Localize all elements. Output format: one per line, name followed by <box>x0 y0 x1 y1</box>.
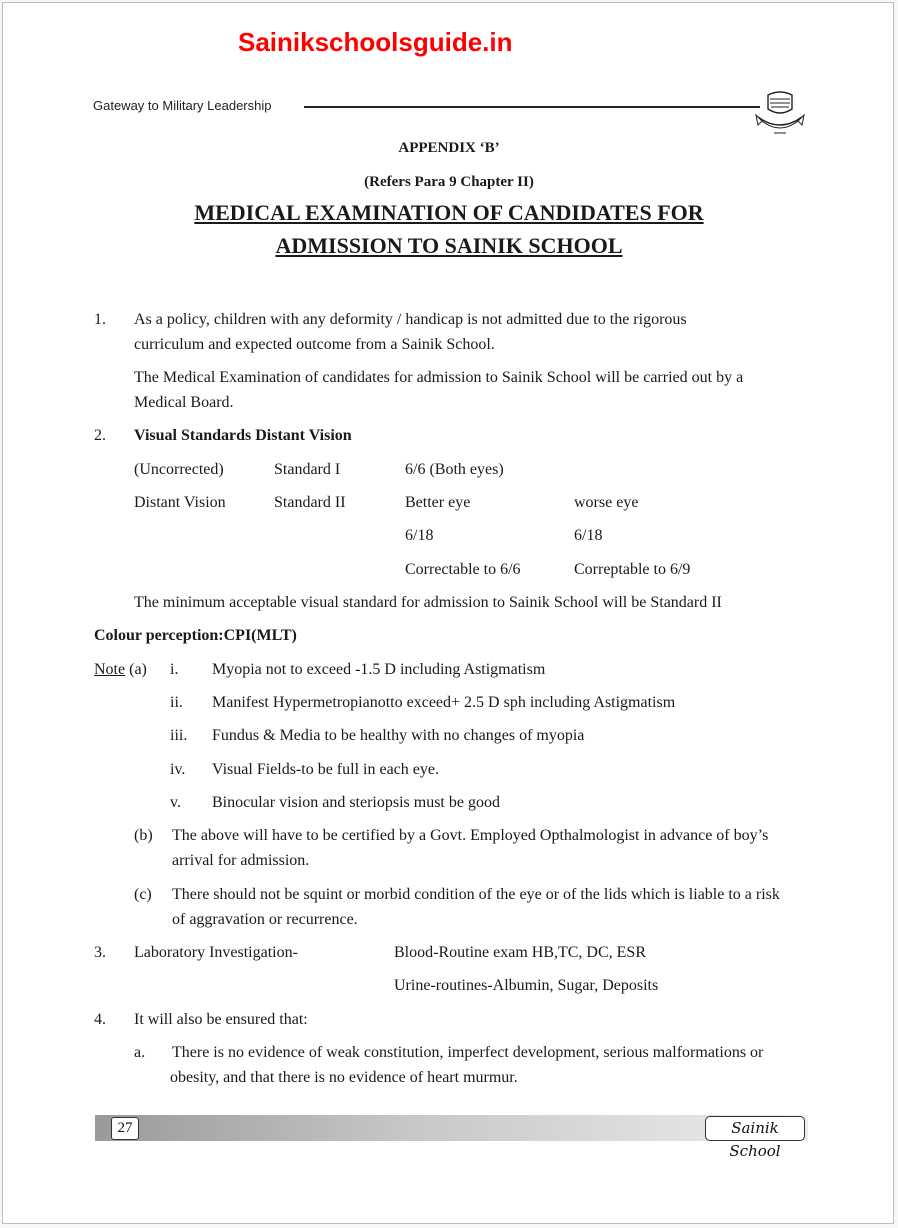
para-1-line-1: As a policy, children with any deformity / handicap is not admitted due to the rigorous <box>134 311 687 328</box>
note-item-number: i. <box>170 661 179 678</box>
reference-subheading: (Refers Para 9 Chapter II) <box>364 174 534 190</box>
school-crest-icon <box>754 87 806 139</box>
note-c-line-1: There should not be squint or morbid condition of the eye or of the lids which is liable to a risk <box>172 886 780 903</box>
header-tagline: Gateway to Military Leadership <box>93 98 272 113</box>
para-4-number: 4. <box>94 1011 106 1028</box>
better-eye-corrected: Correctable to 6/6 <box>405 561 521 578</box>
note-b-line-2: arrival for admission. <box>172 852 310 869</box>
note-c-label: (c) <box>134 886 152 903</box>
note-item-number: v. <box>170 794 181 811</box>
footer-bar <box>95 1115 808 1141</box>
para-1-line-3: The Medical Examination of candidates for admission to Sainik School will be carried out by a <box>134 369 744 386</box>
lab-investigation-label: Laboratory Investigation- <box>134 944 298 961</box>
lab-urine-test: Urine-routines-Albumin, Sugar, Deposits <box>394 977 659 994</box>
vision-row-1-label: (Uncorrected) <box>134 461 224 478</box>
visual-standards-heading: Visual Standards Distant Vision <box>134 427 352 444</box>
para-4-text: It will also be ensured that: <box>134 1011 308 1028</box>
note-label-row <box>94 661 147 679</box>
worse-eye-header: worse eye <box>574 494 639 511</box>
para-4a-line-1: There is no evidence of weak constitution, imperfect development, serious malformations or <box>172 1044 764 1061</box>
note-b-label: (b) <box>134 827 153 844</box>
note-c-line-2: of aggravation or recurrence. <box>172 911 358 928</box>
note-b-line-1: The above will have to be certified by a Govt. Employed Opthalmologist in advance of boy’s <box>172 827 769 844</box>
para-4a-line-2: obesity, and that there is no evidence of heart murmur. <box>170 1069 518 1086</box>
appendix-heading: APPENDIX ‘B’ <box>398 140 500 156</box>
watermark-text: Sainikschoolsguide.in <box>238 27 513 57</box>
note-item-text: Myopia not to exceed -1.5 D including Astigmatism <box>212 661 546 678</box>
note-item-text: Visual Fields-to be full in each eye. <box>212 761 439 778</box>
colour-perception-heading: Colour perception:CPI(MLT) <box>94 627 297 644</box>
vision-row-1-standard: Standard I <box>274 461 341 478</box>
vision-row-1-value: 6/6 (Both eyes) <box>405 461 504 478</box>
note-item-number: ii. <box>170 694 183 711</box>
document-title-line-1: MEDICAL EXAMINATION OF CANDIDATES FOR <box>194 200 704 225</box>
note-a-label: (a) <box>129 661 147 678</box>
better-eye-uncorrected: 6/18 <box>405 527 434 544</box>
visual-standard-summary: The minimum acceptable visual standard for admission to Sainik School will be Standard II <box>134 594 722 611</box>
document-title-line-2: ADMISSION TO SAINIK SCHOOL <box>275 233 623 258</box>
lab-blood-test: Blood-Routine exam HB,TC, DC, ESR <box>394 944 646 961</box>
para-2-number: 2. <box>94 427 106 444</box>
note-item-number: iii. <box>170 727 188 744</box>
better-eye-header: Better eye <box>405 494 471 511</box>
worse-eye-uncorrected: 6/18 <box>574 527 603 544</box>
vision-row-2-label: Distant Vision <box>134 494 226 511</box>
page-number: 27 <box>111 1117 139 1140</box>
para-3-number: 3. <box>94 944 106 961</box>
para-1-line-2: curriculum and expected outcome from a Sainik School. <box>134 336 495 353</box>
vision-row-2-standard: Standard II <box>274 494 346 511</box>
note-label: Note <box>94 661 126 678</box>
footer-brand: Sainik School <box>705 1116 805 1141</box>
para-4a-label: a. <box>134 1044 146 1061</box>
note-item-text: Binocular vision and steriopsis must be good <box>212 794 500 811</box>
para-1-number: 1. <box>94 311 106 328</box>
note-item-text: Manifest Hypermetropianotto exceed+ 2.5 D sph including Astigmatism <box>212 694 676 711</box>
header-rule <box>304 106 760 108</box>
note-item-text: Fundus & Media to be healthy with no changes of myopia <box>212 727 585 744</box>
para-1-line-4: Medical Board. <box>134 394 234 411</box>
note-item-number: iv. <box>170 761 186 778</box>
worse-eye-corrected: Correptable to 6/9 <box>574 561 691 578</box>
